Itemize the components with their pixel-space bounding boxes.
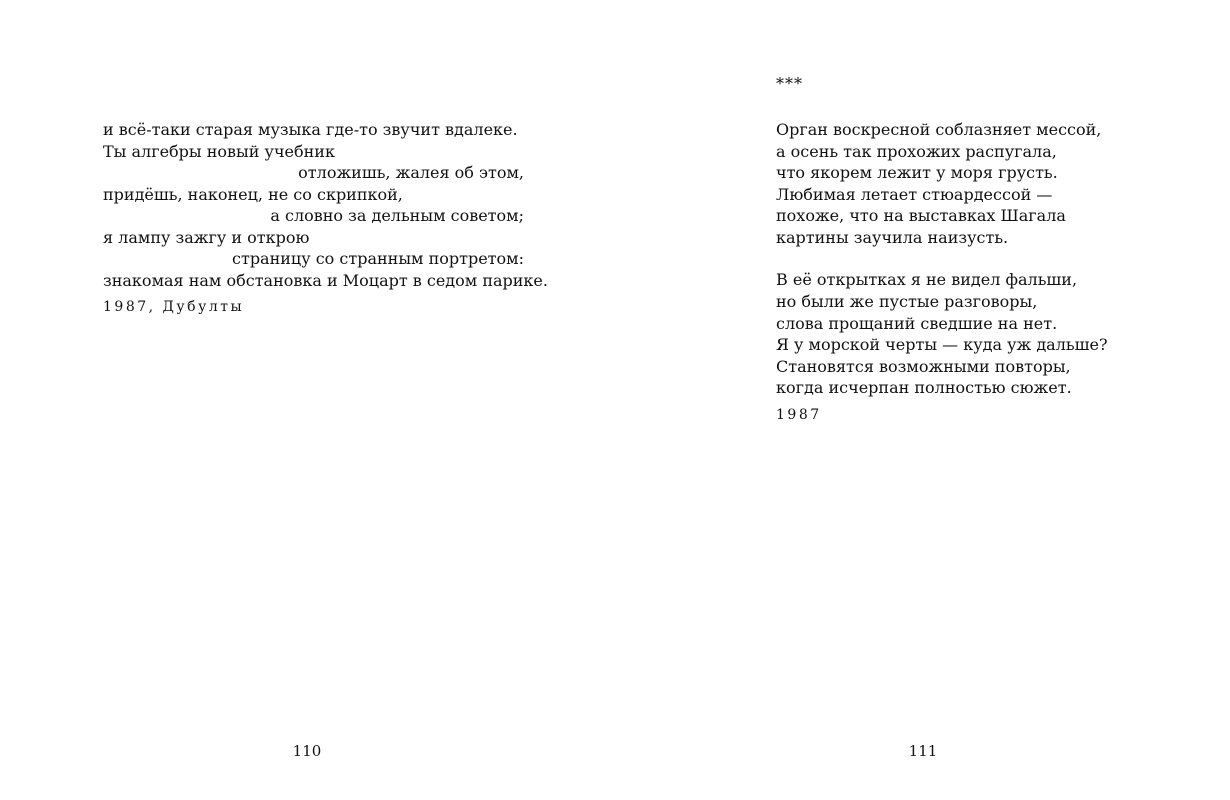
poem-line: Я у морской черты — куда уж дальше? [776, 335, 1108, 354]
poem-line: Любимая летает стюардессой — [776, 185, 1053, 204]
poem-line: похоже, что на выставках Шагала [776, 206, 1066, 225]
poem-line: Орган воскресной соблазняет мессой, [776, 120, 1102, 139]
poem-line: но были же пустые разговоры, [776, 292, 1038, 311]
poem-line: когда исчерпан полностью сюжет. [776, 378, 1072, 397]
page-number: 111 [908, 742, 938, 760]
poem-line: знакомая нам обстановка и Моцарт в седом парике. [103, 271, 548, 290]
poem-line: и всё-таки старая музыка где-то звучит вдалеке. [103, 120, 518, 139]
poem-line: В её открытках я не видел фальши, [776, 270, 1078, 289]
poem-line: слова прощаний сведшие на нет. [776, 314, 1058, 333]
poem-line: я лампу зажгу и открою [103, 228, 310, 247]
page-number: 110 [292, 742, 322, 760]
poem-line: Ты алгебры новый учебник [103, 142, 335, 161]
poem-date: 1987, Дубулты [103, 299, 245, 315]
poem-line: а словно за дельным советом; [270, 206, 524, 225]
poem-line: придёшь, наконец, не со скрипкой, [103, 185, 403, 204]
poem-line: отложишь, жалея об этом, [298, 163, 524, 182]
right-page [615, 0, 1230, 800]
poem-line: страницу со странным портретом: [232, 249, 524, 268]
poem-line: Становятся возможными повторы, [776, 357, 1071, 376]
poem-line: картины заучила наизусть. [776, 228, 1009, 247]
poem-line: а осень так прохожих распугала, [776, 142, 1057, 161]
poem-line: что якорем лежит у моря грусть. [776, 163, 1058, 182]
poem-date: 1987 [776, 407, 822, 423]
section-separator: *** [776, 74, 803, 93]
